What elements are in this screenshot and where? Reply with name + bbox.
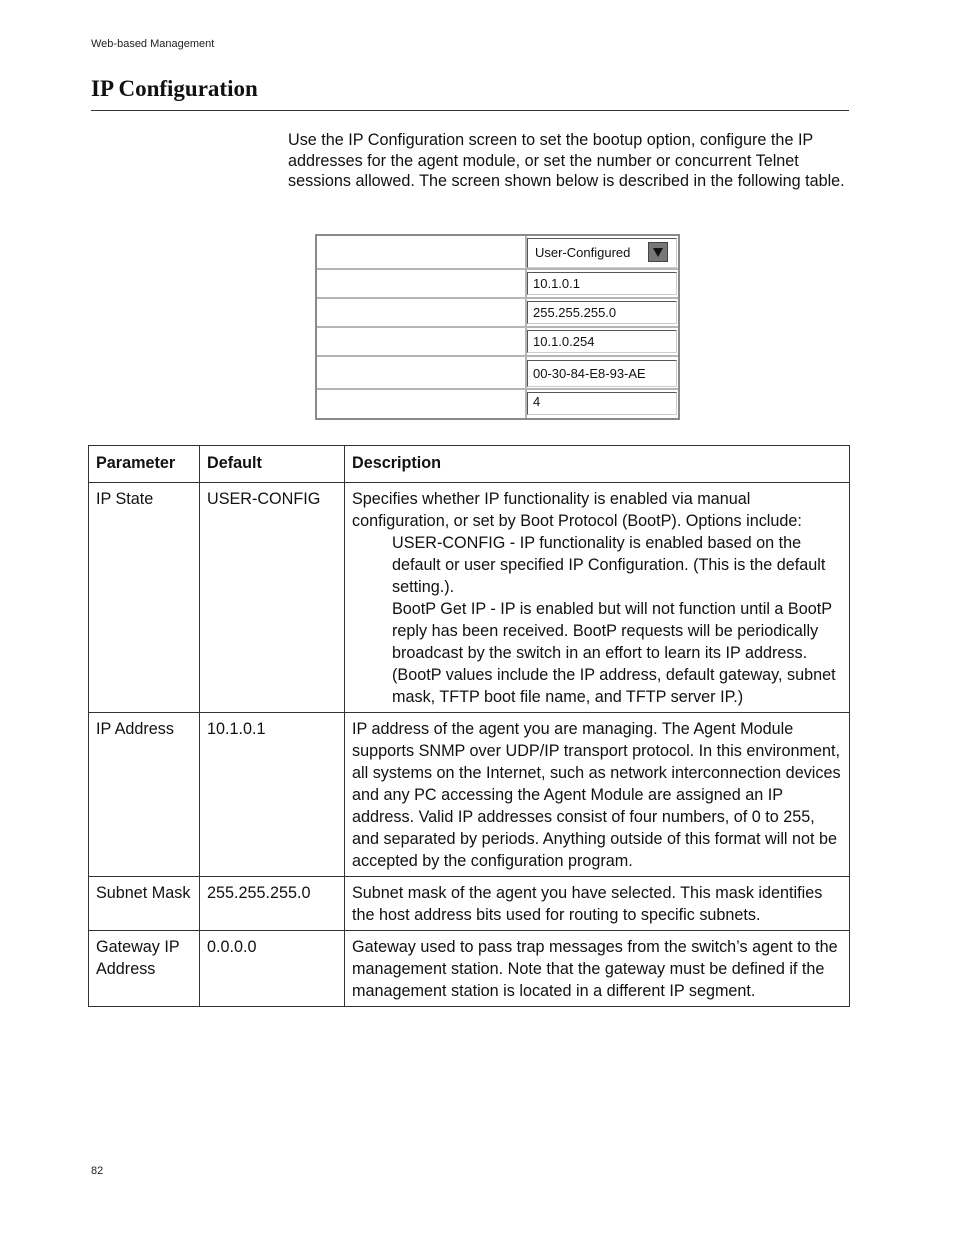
cell-default: 255.255.255.0 xyxy=(200,877,345,931)
cell-default: USER-CONFIG xyxy=(200,483,345,713)
cell-default: 10.1.0.1 xyxy=(200,713,345,877)
header-parameter: Parameter xyxy=(89,446,200,483)
mac-address-field: 00-30-84-E8-93-AE xyxy=(527,360,677,387)
title-rule xyxy=(91,110,849,111)
header-default: Default xyxy=(200,446,345,483)
cell-parameter: Subnet Mask xyxy=(89,877,200,931)
form-label-cell xyxy=(317,270,527,297)
form-label-cell xyxy=(317,236,527,268)
form-row-ip-state xyxy=(317,236,678,270)
form-label-cell xyxy=(317,328,527,355)
cell-description: IP address of the agent you are managing. The Agent Module supports SNMP over UDP/IP transport protocol. In this environment, all systems on the Internet, such as network interconnection devices and any PC accessing the Agent Module are assigned an IP address. Valid IP addresses consist of four numbers, of 0 to 255, and separated by periods. Anything outside of this format will not be accepted by the configuration program. xyxy=(345,713,850,877)
cell-description: Subnet mask of the agent you have selected. This mask identifies the host address bits used for routing to specific subnets. xyxy=(345,877,850,931)
table-row xyxy=(89,713,850,877)
description-text: Specifies whether IP functionality is enabled via manual configuration, or set by Boot Protocol (BootP). Options include: xyxy=(352,490,802,530)
table-row xyxy=(89,877,850,931)
ip-state-select[interactable] xyxy=(527,238,677,268)
cell-parameter: IP State xyxy=(89,483,200,713)
cell-default: 0.0.0.0 xyxy=(200,931,345,1007)
table-row xyxy=(89,483,850,713)
gateway-input[interactable]: 10.1.0.254 xyxy=(527,330,677,353)
page-number: 82 xyxy=(91,1165,104,1177)
form-row-ip-address xyxy=(317,270,678,299)
header-description: Description xyxy=(345,446,850,483)
form-row-telnet-sessions xyxy=(317,390,678,418)
form-label-cell xyxy=(317,390,527,418)
cell-description xyxy=(345,483,850,713)
cell-parameter: Gateway IP Address xyxy=(89,931,200,1007)
option-user-config: USER-CONFIG - IP functionality is enabled based on the default or user specified IP Configuration. (This is the default setting.). xyxy=(392,534,826,596)
ip-address-input[interactable]: 10.1.0.1 xyxy=(527,272,677,295)
option-bootp: BootP Get IP - IP is enabled but will not function until a BootP reply has been received. BootP requests will be periodically broadcast by the switch in an effort to learn its IP address. (BootP values include the IP address, default gateway, subnet mask, TFTP boot file name, and TFTP server IP.) xyxy=(392,600,836,706)
page-title: IP Configuration xyxy=(91,76,258,101)
running-head: Web-based Management xyxy=(91,38,215,50)
form-label-cell xyxy=(317,299,527,326)
cell-description: Gateway used to pass trap messages from the switch’s agent to the management station. Note that the gateway must be defined if the management station is located in a different IP segment. xyxy=(345,931,850,1007)
dropdown-arrow-icon[interactable] xyxy=(648,242,668,262)
form-row-subnet-mask xyxy=(317,299,678,328)
ip-state-value: User-Configured xyxy=(535,245,631,260)
form-label-cell xyxy=(317,357,527,388)
table-row xyxy=(89,931,850,1007)
subnet-mask-input[interactable]: 255.255.255.0 xyxy=(527,301,677,324)
ip-config-screen-capture xyxy=(315,234,680,420)
cell-parameter: IP Address xyxy=(89,713,200,877)
telnet-sessions-input[interactable]: 4 xyxy=(527,392,677,415)
form-row-mac-address xyxy=(317,357,678,390)
parameter-table xyxy=(88,445,850,1007)
form-row-gateway xyxy=(317,328,678,357)
intro-paragraph: Use the IP Configuration screen to set the bootup option, configure the IP addresses for the agent module, or set the number or concurrent Telnet sessions allowed. The screen shown below is described in the following table. xyxy=(288,131,845,190)
table-header-row xyxy=(89,446,850,483)
